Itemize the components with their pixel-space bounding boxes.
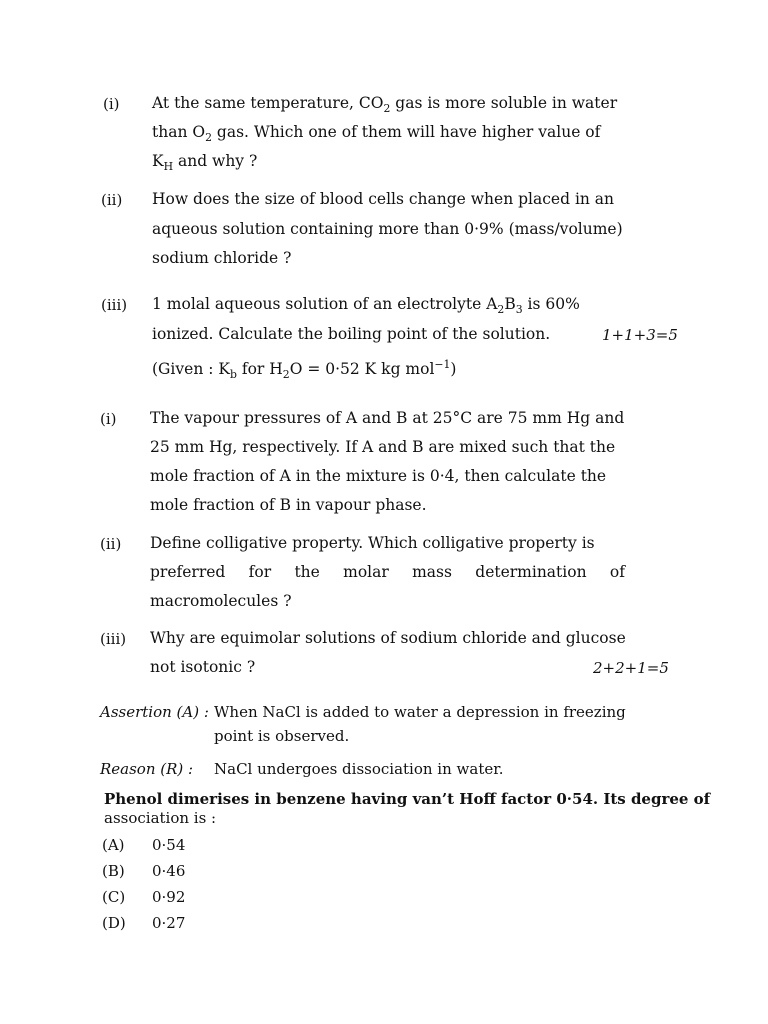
question-line: than $O_2$ gas. Which one of them will have higher value of	[152, 123, 601, 145]
option-label: (A)	[102, 836, 125, 854]
question-line: 25 mm Hg, respectively. If A and B are mixed such that the	[150, 438, 616, 456]
question-line: 1 molal aqueous solution of an electrolyte $A_2B_3$ is 60%	[152, 295, 580, 317]
question-line: Define colligative property. Which colligative property is	[150, 534, 595, 552]
question-line: The vapour pressures of A and B at 25°C are 75 mm Hg and	[150, 409, 625, 427]
question-number: (ii)	[101, 191, 123, 209]
assertion-label: Assertion (A) :	[100, 703, 209, 721]
option-value: 0·46	[152, 862, 186, 880]
option-label: (D)	[102, 914, 126, 932]
option-value: 0·27	[152, 914, 186, 932]
option-label: (C)	[102, 888, 126, 906]
question-line: $K_H$ and why ?	[152, 152, 258, 174]
question-number: (iii)	[101, 296, 128, 314]
option-value: 0·54	[152, 836, 186, 854]
mcq-stem: Phenol dimerises in benzene having van’t Hoff factor 0·54. Its degree of	[104, 790, 711, 808]
reason-text: NaCl undergoes dissociation in water.	[214, 760, 504, 778]
question-line: sodium chloride ?	[152, 249, 292, 267]
option-value: 0·92	[152, 888, 186, 906]
question-line: aqueous solution containing more than 0·9% (mass/volume)	[152, 220, 623, 238]
assertion-text: point is observed.	[214, 727, 350, 745]
question-line: At the same temperature, $CO_2$ gas is more soluble in water	[152, 94, 618, 116]
question-line: Why are equimolar solutions of sodium chloride and glucose	[150, 629, 626, 647]
marks-allocation: 2+2+1=5	[593, 659, 669, 677]
marks-allocation: 1+1+3=5	[602, 326, 678, 344]
question-line: mole fraction of A in the mixture is 0·4, then calculate the	[150, 467, 607, 485]
question-line: ionized. Calculate the boiling point of the solution.	[152, 325, 551, 343]
question-number: (i)	[103, 95, 120, 113]
option-label: (B)	[102, 862, 125, 880]
question-line: How does the size of blood cells change when placed in an	[152, 190, 615, 208]
given-data: (Given : $K_b$ for $H_2O = 0\cdot 52$ K kg mol$^{-1}$)	[152, 357, 457, 382]
question-line: macromolecules ?	[150, 592, 292, 610]
mcq-stem: association is :	[104, 809, 217, 827]
question-number: (iii)	[100, 630, 127, 648]
question-number: (ii)	[100, 535, 122, 553]
reason-label: Reason (R) :	[100, 760, 194, 778]
question-line: not isotonic ?	[150, 658, 256, 676]
question-number: (i)	[100, 410, 117, 428]
question-line-justified: preferred for the molar mass determination of	[150, 563, 625, 581]
question-line: mole fraction of B in vapour phase.	[150, 496, 427, 514]
assertion-text: When NaCl is added to water a depression in freezing	[214, 703, 626, 721]
